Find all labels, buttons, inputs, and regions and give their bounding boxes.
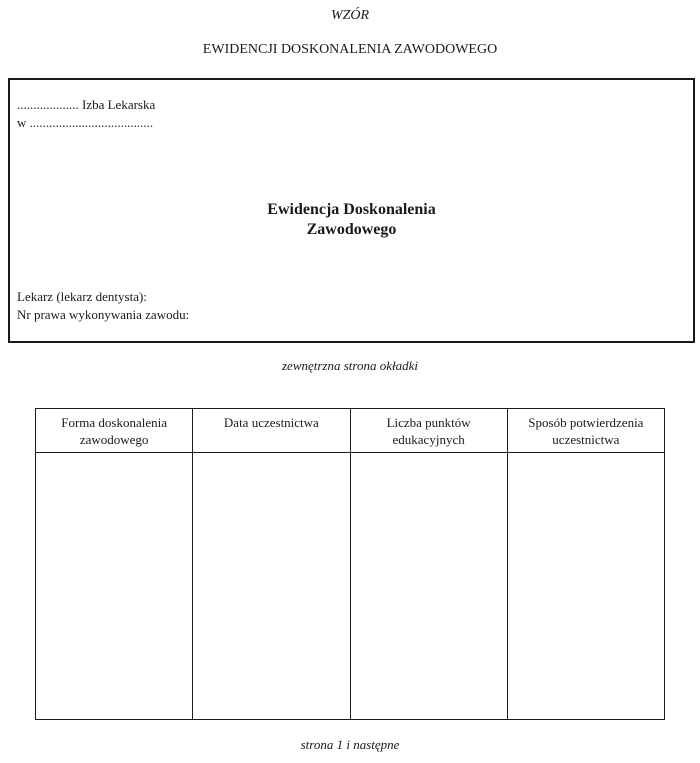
cover-heading — [10, 200, 693, 240]
column-header-form-line1: Forma doskonalenia — [61, 415, 168, 430]
cover-heading-line1: Ewidencja Doskonalenia — [267, 201, 436, 218]
table-caption: strona 1 i następne — [300, 737, 400, 752]
column-header-form — [36, 409, 193, 453]
table-cell-confirmation — [507, 453, 664, 720]
column-header-date-line1: Data uczestnictwa — [223, 415, 319, 430]
location-line: w ...................................... — [17, 115, 154, 130]
table-cell-date — [193, 453, 350, 720]
records-table-wrap — [35, 408, 665, 720]
table-header-row — [36, 409, 665, 453]
column-header-confirmation-line1: Sposób potwierdzenia — [528, 415, 644, 430]
cover-caption: zewnętrzna strona okładki — [281, 358, 418, 373]
column-header-date — [193, 409, 350, 453]
chamber-line: ................... Izba Lekarska — [17, 97, 156, 112]
column-header-form-line2: zawodowego — [79, 432, 149, 447]
license-line: Nr prawa wykonywania zawodu: — [17, 307, 190, 322]
column-header-points — [350, 409, 507, 453]
cover-heading-line2: Zawodowego — [306, 221, 397, 238]
table-row — [36, 453, 665, 720]
column-header-confirmation-line2: uczestnictwa — [552, 432, 620, 447]
column-header-points-line2: edukacyjnych — [392, 432, 465, 447]
records-table — [35, 408, 665, 720]
table-cell-points — [350, 453, 507, 720]
column-header-confirmation — [507, 409, 664, 453]
table-cell-form — [36, 453, 193, 720]
cover-page-box — [8, 78, 695, 343]
doctor-line: Lekarz (lekarz dentysta): — [17, 289, 147, 304]
wzor-label: WZÓR — [330, 8, 370, 23]
document-title: EWIDENCJI DOSKONALENIA ZAWODOWEGO — [202, 42, 498, 57]
column-header-points-line1: Liczba punktów — [386, 415, 471, 430]
